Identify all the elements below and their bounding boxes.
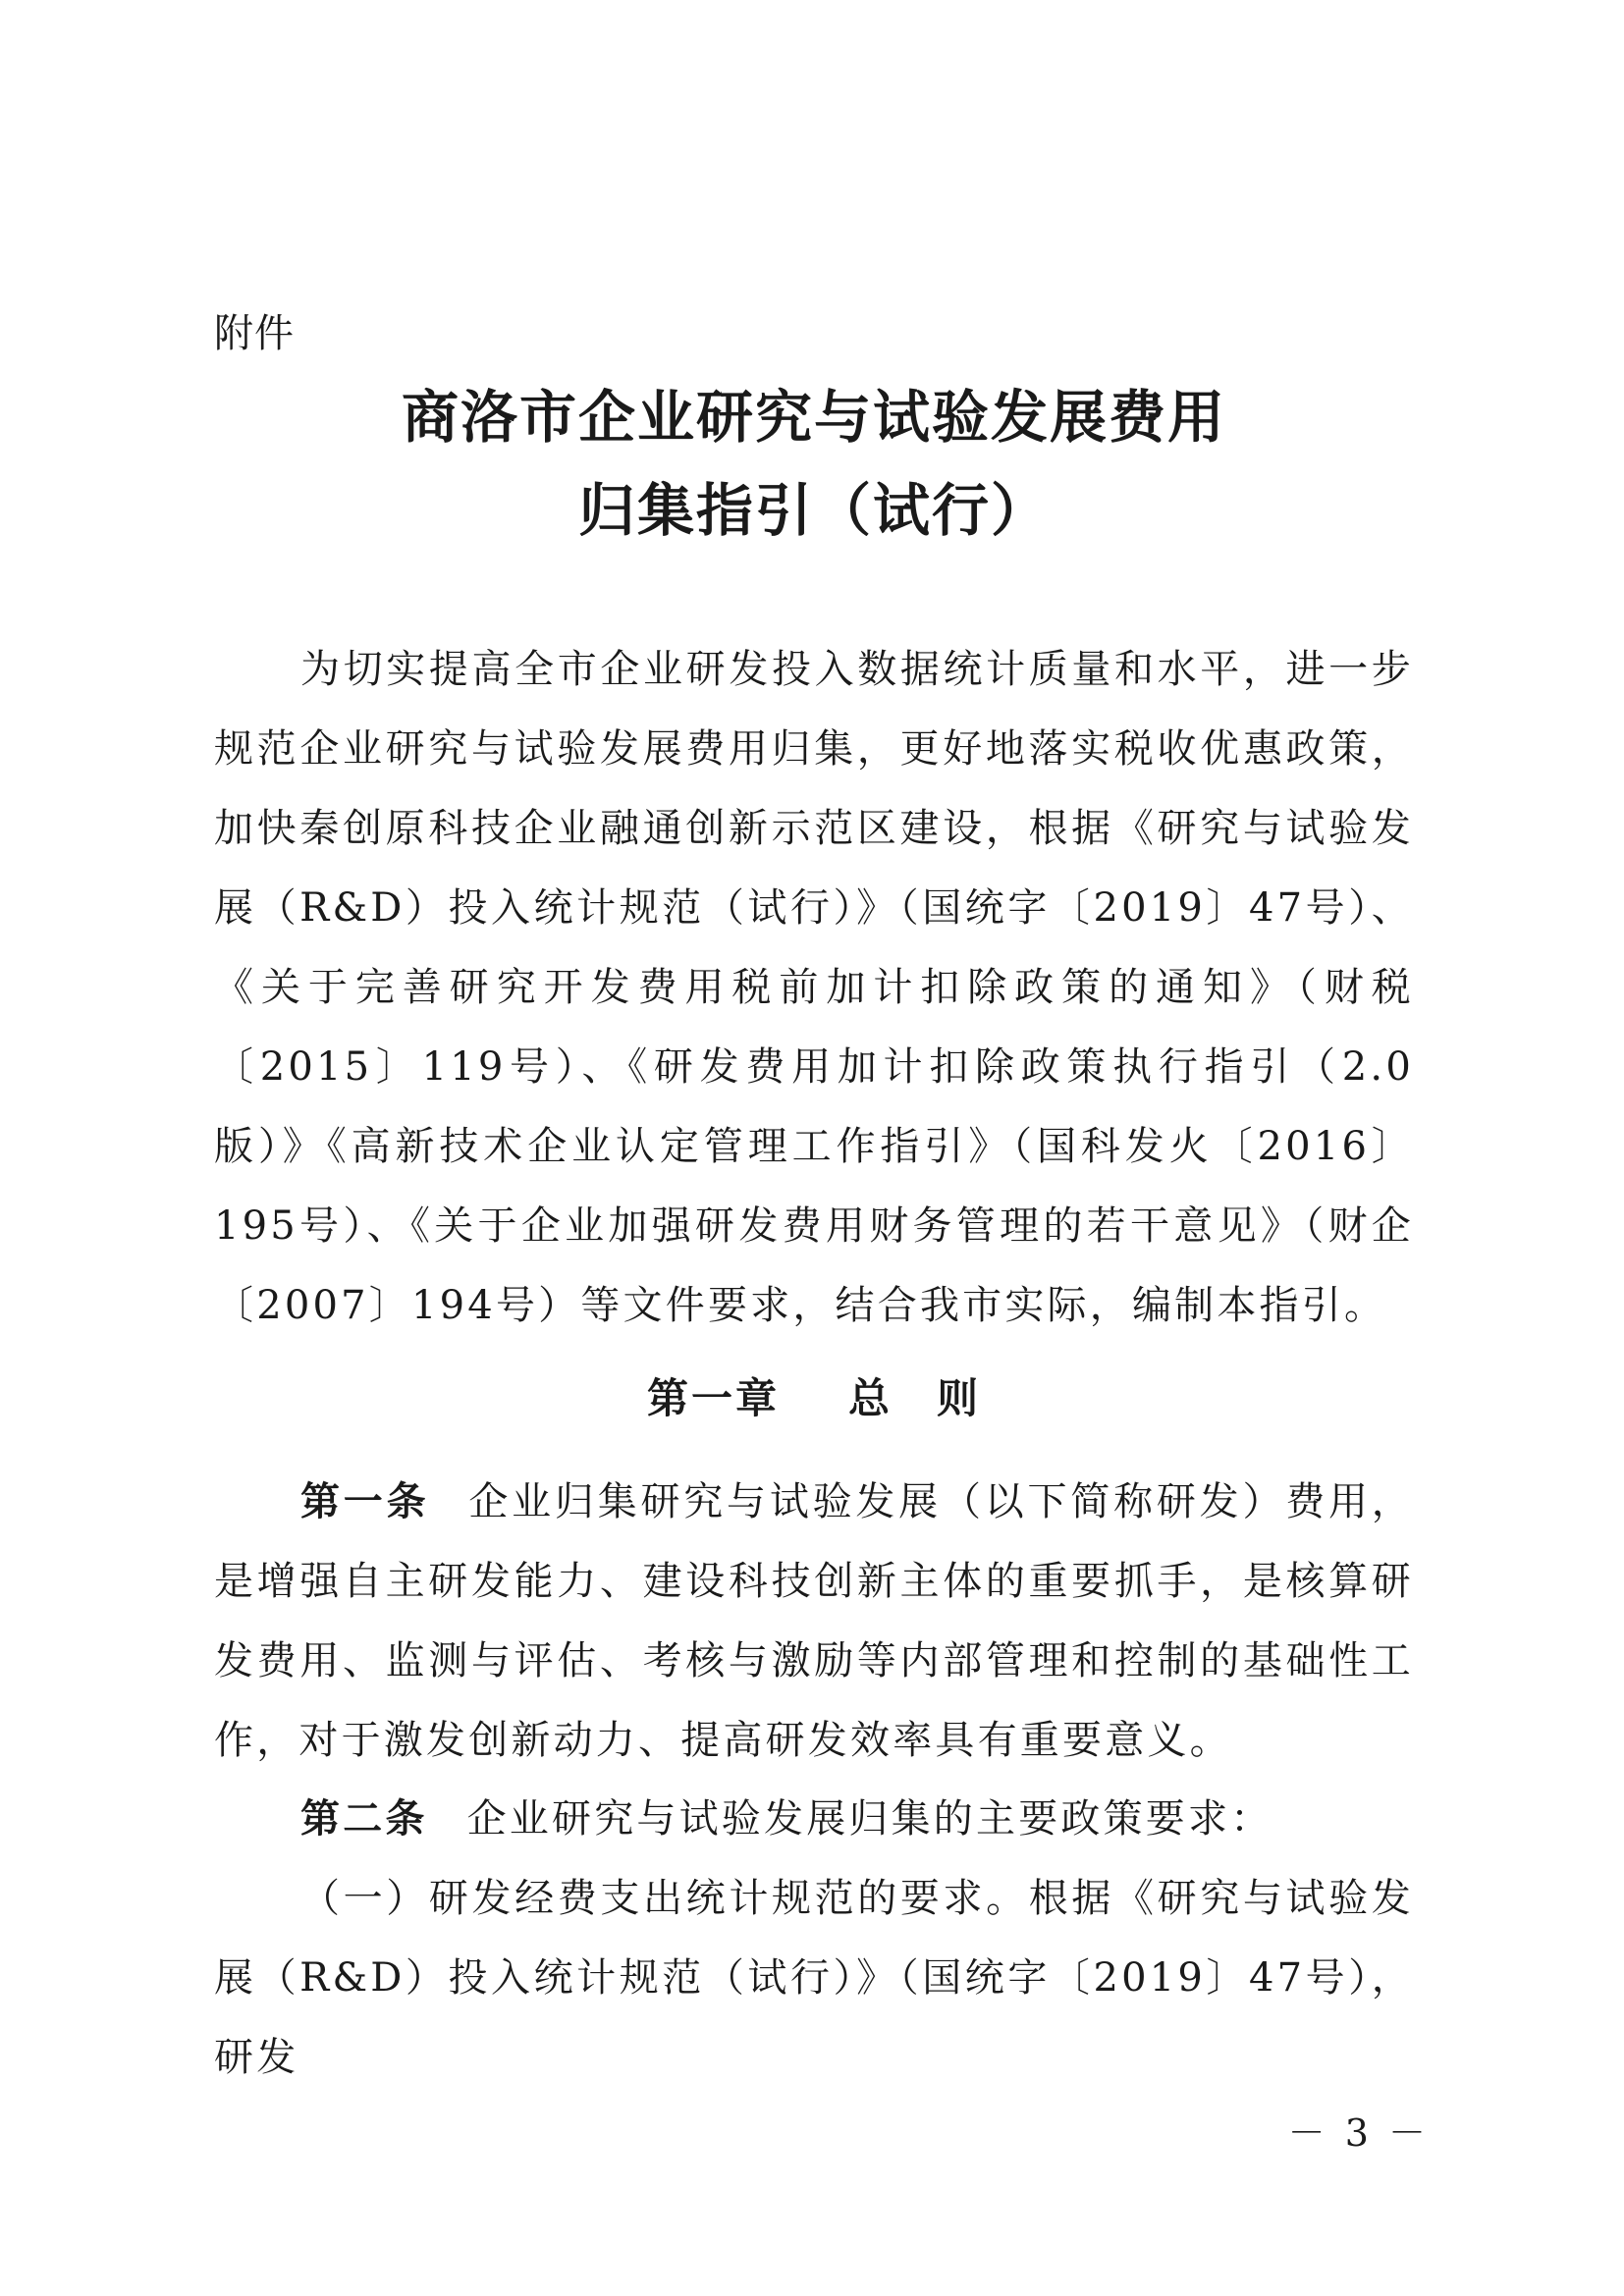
chapter-prefix: 第一章 — [646, 1374, 780, 1422]
article-2-text: 企业研究与试验发展归集的主要政策要求： — [466, 1796, 1273, 1842]
chapter-heading — [214, 1369, 1414, 1428]
intro-paragraph: 为切实提高全市企业研发投入数据统计质量和水平，进一步规范企业研究与试验发展费用归集，更好地落实税收优惠政策，加快秦创原科技企业融通创新示范区建设，根据《研究与试验发展（R&D）投入统计规范（试行）》（国统字〔2019〕47号）、《关于完善研究开发费用税前加计扣除政策的通知》（财税〔2015〕119号）、《研发费用加计扣除政策执行指引（2.0版）》《高新技术企业认定管理工作指引》（国科发火〔2016〕195号）、《关于企业加强研发费用财务管理的若干意见》（财企〔2007〕194号）等文件要求，结合我市实际，编制本指引。 — [214, 647, 1414, 1328]
article-1-text: 企业归集研究与试验发展（以下简称研发）费用，是增强自主研发能力、建设科技创新主体的重要抓手，是核算研发费用、监测与评估、考核与激励等内部管理和控制的基础性工作，对于激发创新动力、提高研发效率具有重要意义。 — [214, 1479, 1414, 1763]
document-title-line-2: 归集指引（试行） — [577, 477, 1050, 544]
attachment-label: 附件 — [214, 311, 295, 356]
page-number: － 3 － — [1287, 2111, 1430, 2155]
chapter-name: 总 则 — [848, 1374, 982, 1422]
article-1-label: 第一条 — [300, 1479, 430, 1524]
article-2-label: 第二条 — [300, 1796, 428, 1842]
article-1-block — [214, 1463, 1414, 1781]
article-2-block — [214, 1780, 1414, 1859]
item-1: （一）研发经费支出统计规范的要求。根据《研究与试验发展（R&D）投入统计规范（试行）》（国统字〔2019〕47号），研发 — [214, 1876, 1414, 2080]
item-1-block — [214, 1859, 1414, 2098]
article-1 — [214, 1463, 1414, 1781]
document-title-line-1: 商洛市企业研究与试验发展费用 — [401, 384, 1226, 451]
intro-paragraph-block — [214, 630, 1414, 1346]
article-2 — [214, 1780, 1414, 1859]
